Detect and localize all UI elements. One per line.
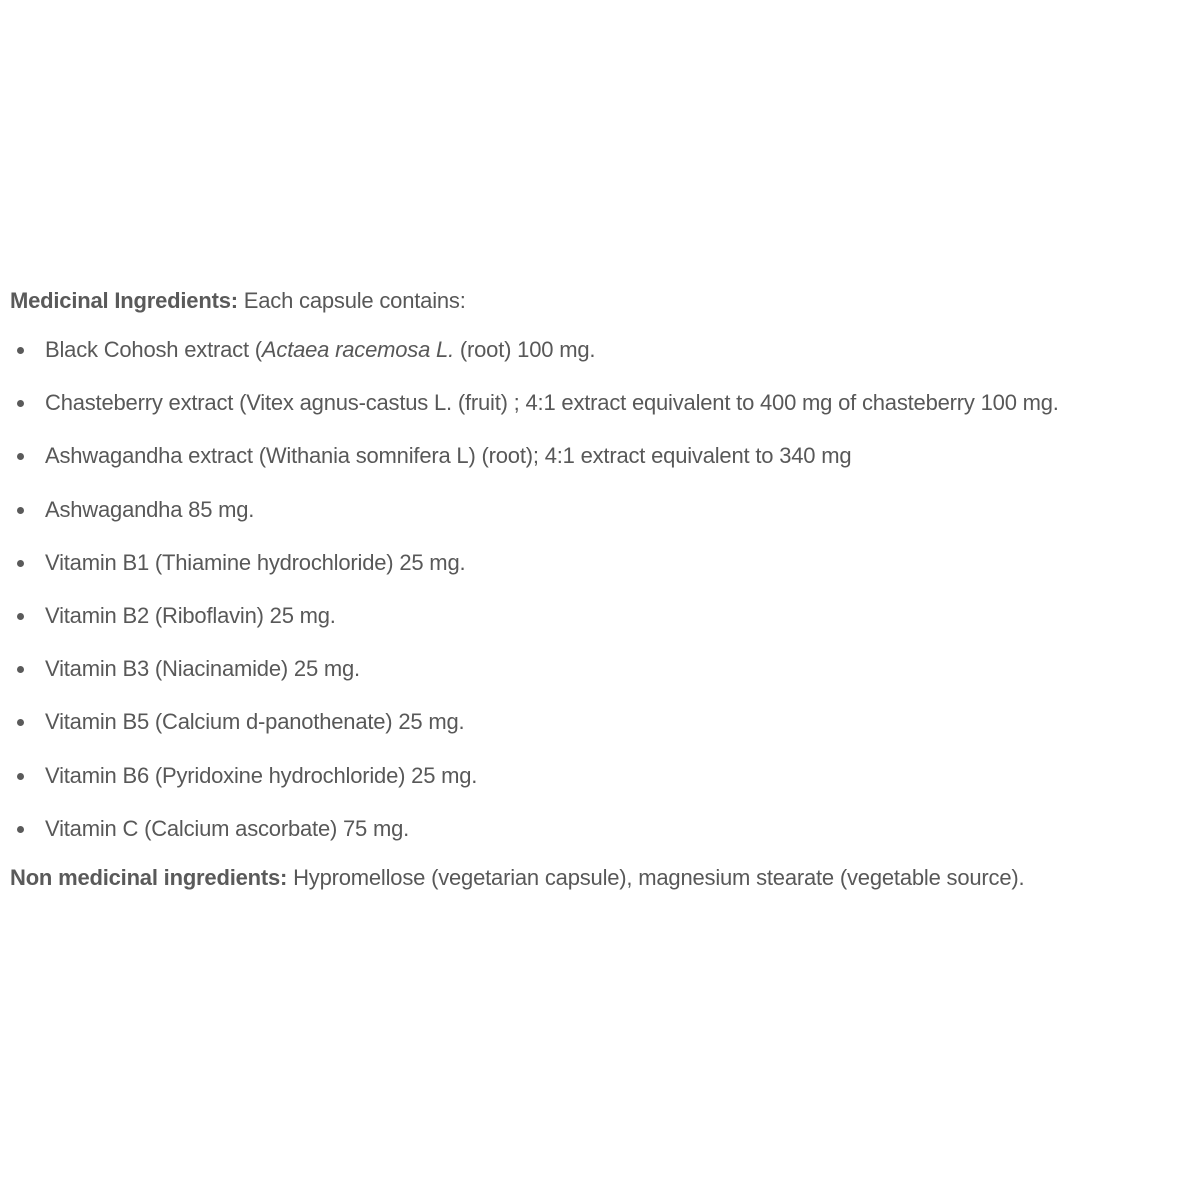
medicinal-ingredients-list bbox=[10, 323, 1196, 855]
ingredient-text: Vitamin B3 (Niacinamide) 25 mg. bbox=[45, 656, 360, 682]
ingredient-text-tail: (root) 100 mg. bbox=[453, 337, 596, 362]
list-item bbox=[10, 589, 1196, 642]
medicinal-ingredients-intro: Each capsule contains: bbox=[237, 288, 466, 313]
ingredient-text: Vitamin C (Calcium ascorbate) 75 mg. bbox=[45, 815, 410, 841]
ingredient-text: Ashwagandha extract (Withania somnifera L) (root); 4:1 extract equivalent to 340 mg bbox=[45, 443, 852, 469]
ingredient-text: Chasteberry extract (Vitex agnus-castus L. (fruit) ; 4:1 extract equivalent to 400 mg of chasteberry 100 mg. bbox=[45, 390, 1059, 416]
bullet-icon bbox=[17, 613, 24, 620]
list-item bbox=[10, 483, 1196, 536]
medicinal-ingredients-heading bbox=[10, 284, 1196, 318]
list-item bbox=[10, 642, 1196, 695]
ingredient-latin-name: Actaea racemosa L. bbox=[261, 337, 454, 362]
list-item bbox=[10, 802, 1196, 855]
non-medicinal-ingredients-text: Hypromellose (vegetarian capsule), magnesium stearate (vegetable source). bbox=[287, 864, 1025, 890]
list-item bbox=[10, 695, 1196, 748]
non-medicinal-ingredients-label: Non medicinal ingredients: bbox=[10, 864, 288, 890]
bullet-icon bbox=[17, 347, 24, 354]
bullet-icon bbox=[17, 400, 24, 407]
bullet-icon bbox=[17, 453, 24, 460]
medicinal-ingredients-label: Medicinal Ingredients: bbox=[10, 288, 238, 313]
bullet-icon bbox=[17, 507, 24, 514]
ingredient-text: Ashwagandha 85 mg. bbox=[45, 496, 255, 522]
ingredients-section bbox=[10, 284, 1196, 895]
ingredient-text: Vitamin B6 (Pyridoxine hydrochloride) 25 mg. bbox=[45, 762, 478, 788]
list-item bbox=[10, 749, 1196, 802]
bullet-icon bbox=[17, 826, 24, 833]
bullet-icon bbox=[17, 666, 24, 673]
list-item bbox=[10, 536, 1196, 589]
list-item bbox=[10, 376, 1196, 429]
ingredient-text: Vitamin B1 (Thiamine hydrochloride) 25 mg. bbox=[45, 549, 466, 575]
list-item bbox=[10, 429, 1196, 482]
ingredient-text: Vitamin B5 (Calcium d-panothenate) 25 mg. bbox=[45, 709, 465, 735]
non-medicinal-ingredients bbox=[10, 861, 1196, 895]
ingredient-text: Vitamin B2 (Riboflavin) 25 mg. bbox=[45, 602, 336, 628]
list-item bbox=[10, 323, 1196, 376]
ingredient-text: Black Cohosh extract ( bbox=[45, 337, 262, 362]
bullet-icon bbox=[17, 773, 24, 780]
bullet-icon bbox=[17, 560, 24, 567]
bullet-icon bbox=[17, 719, 24, 726]
